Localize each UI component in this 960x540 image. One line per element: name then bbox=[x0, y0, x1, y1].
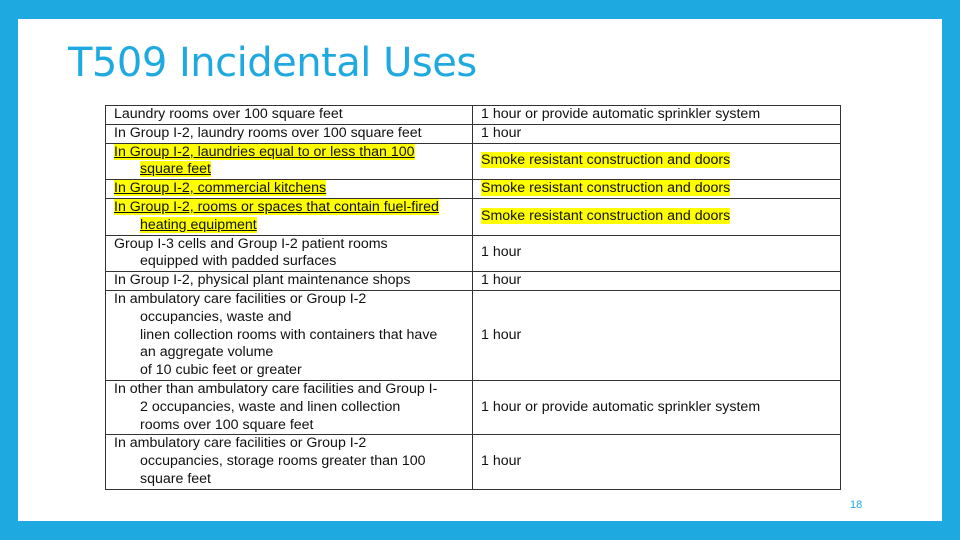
room-line bbox=[114, 381, 466, 399]
separation-text: 1 hour bbox=[481, 453, 522, 470]
separation-text: 1 hour or provide automatic sprinkler system bbox=[481, 106, 761, 122]
room-text: Laundry rooms over 100 square feet bbox=[114, 106, 343, 122]
room-cell bbox=[106, 124, 473, 143]
separation-cell bbox=[473, 272, 841, 291]
room-text: square feet bbox=[140, 470, 211, 487]
room-line bbox=[114, 253, 466, 271]
separation-cell bbox=[473, 198, 841, 235]
separation-cell bbox=[473, 106, 841, 125]
room-text: In ambulatory care facilities or Group I-2 bbox=[114, 435, 367, 452]
room-text: In Group I-2, rooms or spaces that contain fuel-fired bbox=[114, 198, 439, 215]
room-text: square feet bbox=[140, 161, 211, 178]
table-row bbox=[106, 272, 841, 291]
table-row bbox=[106, 198, 841, 235]
separation-cell bbox=[473, 180, 841, 199]
room-text: In Group I-2, laundry rooms over 100 square feet bbox=[114, 124, 422, 141]
slide-title: T509 Incidental Uses bbox=[68, 40, 477, 86]
room-text: occupancies, storage rooms greater than 100 bbox=[140, 453, 426, 470]
table-row bbox=[106, 380, 841, 434]
room-cell bbox=[106, 235, 473, 272]
room-cell bbox=[106, 106, 473, 125]
room-line bbox=[114, 417, 466, 435]
room-line bbox=[114, 161, 466, 179]
slide bbox=[18, 19, 942, 521]
room-text: In ambulatory care facilities or Group I-2 bbox=[114, 290, 367, 307]
separation-cell bbox=[473, 380, 841, 434]
room-line bbox=[114, 236, 466, 254]
room-cell bbox=[106, 435, 473, 489]
room-line bbox=[114, 144, 466, 162]
table-row bbox=[106, 124, 841, 143]
separation-text: Smoke resistant construction and doors bbox=[481, 180, 731, 197]
room-line bbox=[114, 272, 466, 290]
incidental-uses-table bbox=[105, 105, 841, 490]
room-text: an aggregate volume bbox=[140, 344, 274, 361]
room-line bbox=[114, 453, 466, 471]
separation-cell bbox=[473, 235, 841, 272]
page-number: 18 bbox=[850, 499, 863, 511]
table-row bbox=[106, 435, 841, 489]
room-text: occupancies, waste and bbox=[140, 308, 292, 325]
room-line bbox=[114, 435, 466, 453]
separation-text: 1 hour bbox=[481, 124, 522, 141]
room-line bbox=[114, 327, 466, 345]
room-cell bbox=[106, 290, 473, 380]
room-text: 2 occupancies, waste and linen collection bbox=[140, 398, 401, 415]
separation-cell bbox=[473, 124, 841, 143]
room-line bbox=[114, 399, 466, 417]
separation-text: 1 hour or provide automatic sprinkler system bbox=[481, 398, 761, 415]
room-line bbox=[114, 344, 466, 362]
separation-cell bbox=[473, 290, 841, 380]
room-cell bbox=[106, 180, 473, 199]
room-line bbox=[114, 362, 466, 380]
room-cell bbox=[106, 143, 473, 180]
room-line bbox=[114, 471, 466, 489]
separation-cell bbox=[473, 435, 841, 489]
separation-text: 1 hour bbox=[481, 244, 522, 261]
separation-cell bbox=[473, 143, 841, 180]
table-row bbox=[106, 180, 841, 199]
table-row bbox=[106, 143, 841, 180]
table-row bbox=[106, 235, 841, 272]
room-text: In other than ambulatory care facilities and Group I- bbox=[114, 380, 438, 397]
room-line bbox=[114, 309, 466, 327]
room-text: rooms over 100 square feet bbox=[140, 416, 314, 433]
room-cell bbox=[106, 272, 473, 291]
room-text: heating equipment bbox=[140, 216, 257, 233]
room-text: of 10 cubic feet or greater bbox=[140, 362, 302, 379]
table-body bbox=[106, 106, 841, 490]
room-line bbox=[114, 217, 466, 235]
separation-text: 1 hour bbox=[481, 326, 522, 343]
room-text: equipped with padded surfaces bbox=[140, 253, 337, 270]
room-text: linen collection rooms with containers that have bbox=[140, 326, 438, 343]
separation-text: Smoke resistant construction and doors bbox=[481, 152, 731, 169]
room-text: In Group I-2, commercial kitchens bbox=[114, 180, 327, 197]
room-line bbox=[114, 291, 466, 309]
table-row bbox=[106, 290, 841, 380]
room-cell bbox=[106, 198, 473, 235]
room-text: Group I-3 cells and Group I-2 patient rooms bbox=[114, 235, 388, 252]
room-line bbox=[114, 106, 466, 124]
room-text: In Group I-2, physical plant maintenance shops bbox=[114, 272, 411, 289]
table-row bbox=[106, 106, 841, 125]
room-cell bbox=[106, 380, 473, 434]
separation-text: 1 hour bbox=[481, 272, 522, 289]
room-line bbox=[114, 199, 466, 217]
separation-text: Smoke resistant construction and doors bbox=[481, 207, 731, 224]
room-line bbox=[114, 180, 466, 198]
room-text: In Group I-2, laundries equal to or less than 100 bbox=[114, 143, 415, 160]
room-line bbox=[114, 125, 466, 143]
